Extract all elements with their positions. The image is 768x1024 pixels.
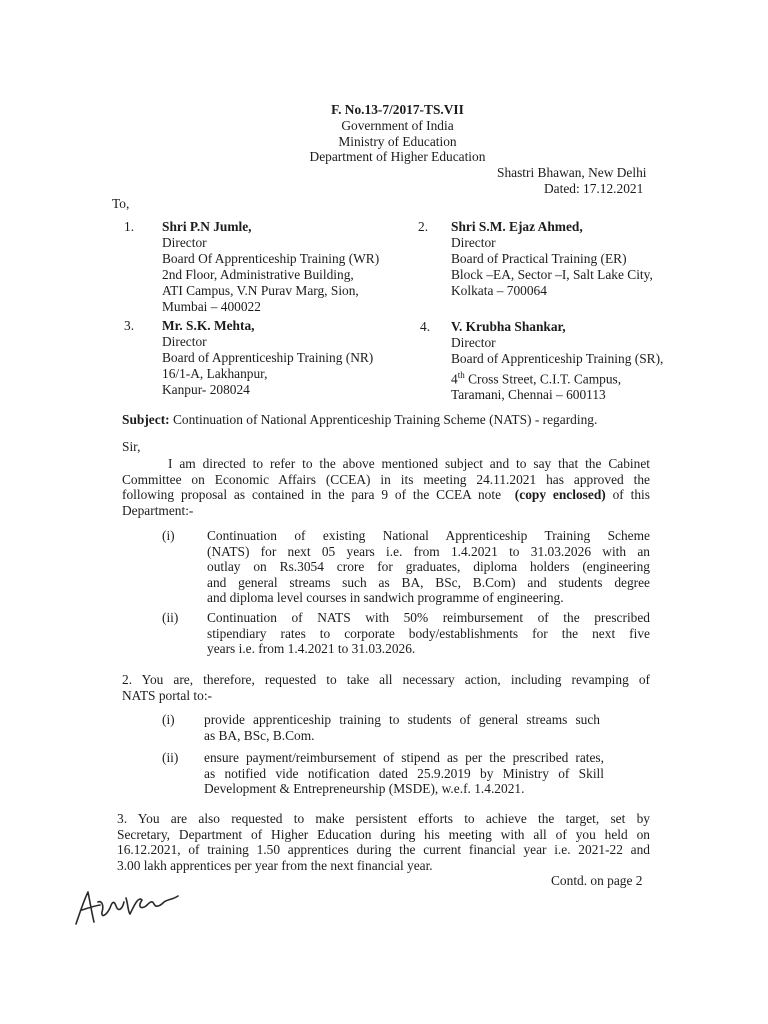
address-line: Kanpur- 208024: [162, 382, 250, 397]
address-line: Board Of Apprenticeship Training (WR): [162, 251, 380, 266]
item-number: (ii): [162, 750, 179, 765]
recipient-address: [162, 318, 373, 398]
item-number: (i): [162, 712, 175, 727]
recipient-name: Shri S.M. Ejaz Ahmed,: [451, 219, 583, 234]
paragraph-2: [122, 672, 650, 703]
paragraph-3: [117, 811, 650, 873]
continued-note: Contd. on page 2: [551, 873, 643, 888]
item-line: and diploma level courses in sandwich programme of engineering.: [207, 590, 564, 606]
item-line: Continuation of NATS with 50% reimbursement of the prescribed: [207, 610, 650, 625]
address-line: [451, 367, 663, 387]
recipient-name: V. Krubha Shankar,: [451, 319, 566, 334]
item-line: provide apprenticeship training to students of general streams such: [204, 712, 600, 727]
paragraph-line: Committee on Economic Affairs (CCEA) in its meeting 24.11.2021 has approved the: [122, 471, 650, 487]
address-line: Director: [451, 335, 496, 350]
paragraph-line: 16.12.2021, of training 1.50 apprentices during the current financial year i.e. 2021-22 and: [117, 842, 650, 858]
item-line: years i.e. from 1.4.2021 to 31.03.2026.: [207, 641, 416, 657]
item-line: ensure payment/reimbursement of stipend as per the prescribed rates,: [204, 750, 604, 765]
item-text: [204, 712, 600, 743]
paragraph-line: Secretary, Department of Higher Education during his meeting with all of you held on: [117, 826, 650, 842]
item-line: as notified vide notification dated 25.9.2019 by Ministry of Skill: [204, 765, 604, 781]
address-line: 16/1-A, Lakhanpur,: [162, 366, 268, 381]
recipient-number: 2.: [418, 219, 429, 234]
subject-text: Continuation of National Apprenticeship Training Scheme (NATS) - regarding.: [172, 412, 598, 427]
address-line: ATI Campus, V.N Purav Marg, Sion,: [162, 283, 359, 298]
paragraph-line: 3. You are also requested to make persistent efforts to achieve the target, set by: [117, 811, 650, 826]
org-government: Government of India: [341, 118, 454, 133]
item-line: (NATS) for next 05 years i.e. from 1.4.2021 to 31.03.2026 with an: [207, 543, 650, 559]
address-line: Kolkata – 700064: [451, 283, 547, 298]
paragraph-line: I am directed to refer to the above mentioned subject and to say that the Cabinet: [168, 456, 650, 471]
street-text: Cross Street, C.I.T. Campus,: [468, 371, 622, 387]
address-line: Director: [162, 235, 207, 250]
recipient-name: Mr. S.K. Mehta,: [162, 318, 255, 333]
street-number: 4: [451, 371, 458, 387]
place: Shastri Bhawan, New Delhi: [497, 165, 647, 180]
item-number: (i): [162, 528, 175, 543]
intro-paragraph: [122, 456, 650, 518]
address-line: Director: [451, 235, 496, 250]
paragraph-line: Department:-: [122, 502, 194, 518]
item-line: as BA, BSc, B.Com.: [204, 727, 315, 743]
recipient-address: [451, 319, 663, 403]
copy-enclosed: (copy enclosed): [514, 487, 606, 503]
address-line: Board of Practical Training (ER): [451, 251, 627, 266]
paragraph-line: NATS portal to:-: [122, 687, 213, 703]
org-ministry: Ministry of Education: [338, 134, 457, 149]
item-number: (ii): [162, 610, 179, 625]
address-line: Mumbai – 400022: [162, 299, 261, 314]
item-text: [204, 750, 604, 797]
recipient-name: Shri P.N Jumle,: [162, 219, 252, 234]
intro-tail: of this: [612, 487, 650, 503]
paragraph-line: 2. You are, therefore, requested to take all necessary action, including revamping of: [122, 672, 650, 687]
paragraph-line: 3.00 lakh apprentices per year from the next financial year.: [117, 857, 433, 873]
item-line: Development & Entrepreneurship (MSDE), w.e.f. 1.4.2021.: [204, 781, 525, 797]
address-line: 2nd Floor, Administrative Building,: [162, 267, 354, 282]
recipient-address: [451, 219, 653, 299]
address-line: Taramani, Chennai – 600113: [451, 387, 606, 403]
salutation: Sir,: [122, 439, 141, 454]
recipient-number: 4.: [420, 319, 431, 334]
address-line: Director: [162, 334, 207, 349]
item-line: stipendiary rates to corporate body/establishments for the next five: [207, 625, 650, 641]
signature-image: [68, 872, 188, 932]
recipient-number: 1.: [124, 219, 135, 234]
address-line: Block –EA, Sector –I, Salt Lake City,: [451, 267, 653, 282]
address-line: Board of Apprenticeship Training (SR),: [451, 351, 664, 366]
item-line: outlay on Rs.3054 crore for graduates, diploma holders (engineering: [207, 559, 650, 575]
recipient-address: [162, 219, 379, 315]
to-label: To,: [112, 196, 130, 211]
item-text: [207, 610, 650, 657]
subject-line: [122, 412, 597, 428]
intro-text: following proposal as contained in the para 9 of the CCEA note: [122, 487, 502, 503]
item-line: and general streams such as BA, BSc, B.Com) and students degree: [207, 574, 650, 590]
recipient-number: 3.: [124, 318, 135, 333]
subject-label: Subject:: [122, 412, 170, 427]
item-line: Continuation of existing National Apprenticeship Training Scheme: [207, 528, 650, 543]
date: Dated: 17.12.2021: [544, 181, 644, 196]
paragraph-line: [122, 487, 650, 503]
org-department: Department of Higher Education: [309, 149, 486, 164]
file-number: F. No.13-7/2017-TS.VII: [331, 102, 464, 117]
address-line: Board of Apprenticeship Training (NR): [162, 350, 374, 365]
item-text: [207, 528, 650, 606]
street-suffix: th: [457, 370, 465, 380]
